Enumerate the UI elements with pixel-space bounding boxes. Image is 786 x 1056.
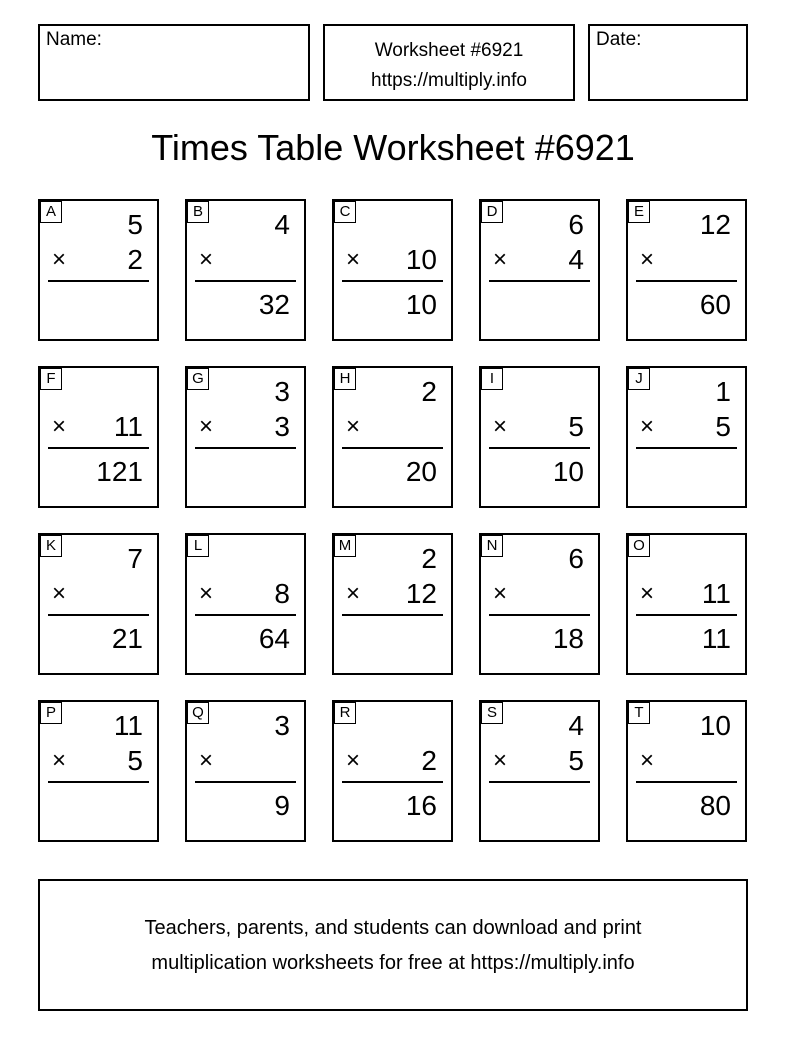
problem-top-number: 10 xyxy=(699,710,731,741)
problem-top-number: 12 xyxy=(699,209,731,240)
answer-line xyxy=(489,280,590,282)
problem-bottom-number: 12 xyxy=(405,578,437,609)
problem-card xyxy=(332,366,453,508)
worksheet-number: Worksheet #6921 xyxy=(374,40,524,61)
problem-bottom-number: 2 xyxy=(127,244,143,275)
problem-top-number: 2 xyxy=(421,543,437,574)
problem-card xyxy=(38,533,159,675)
problem-top-number: 2 xyxy=(421,376,437,407)
problem-top-number: 5 xyxy=(127,209,143,240)
problem-card xyxy=(626,533,747,675)
multiply-sign-icon: × xyxy=(493,580,508,607)
problem-card xyxy=(38,700,159,842)
problem-letter: L xyxy=(187,535,209,557)
problem-letter: P xyxy=(40,702,62,724)
multiply-sign-icon: × xyxy=(199,413,214,440)
problem-letter: I xyxy=(481,368,503,390)
problem-bottom-number: 8 xyxy=(274,578,290,609)
problem-top-number: 11 xyxy=(113,710,143,741)
problem-card xyxy=(185,199,306,341)
multiply-sign-icon: × xyxy=(493,246,508,273)
problem-bottom-number: 5 xyxy=(568,411,584,442)
multiply-sign-icon: × xyxy=(640,580,655,607)
problem-letter: J xyxy=(628,368,650,390)
problem-top-number: 4 xyxy=(274,209,290,240)
problem-letter: A xyxy=(40,201,62,223)
multiply-sign-icon: × xyxy=(493,747,508,774)
answer-line xyxy=(195,781,296,783)
problem-letter: C xyxy=(334,201,356,223)
problem-card xyxy=(332,533,453,675)
problem-top-number: 7 xyxy=(127,543,143,574)
problem-answer: 10 xyxy=(552,456,584,487)
page-title: Times Table Worksheet #6921 xyxy=(151,127,635,168)
multiply-sign-icon: × xyxy=(640,246,655,273)
problem-answer: 21 xyxy=(111,623,143,654)
footer-note xyxy=(38,879,748,1011)
problem-answer: 32 xyxy=(258,289,290,320)
problem-bottom-number: 5 xyxy=(715,411,731,442)
problem-card xyxy=(479,700,600,842)
problem-top-number: 4 xyxy=(568,710,584,741)
problem-answer: 10 xyxy=(405,289,437,320)
problem-letter: F xyxy=(40,368,62,390)
answer-line xyxy=(489,447,590,449)
problem-answer: 9 xyxy=(274,790,290,821)
problem-letter: T xyxy=(628,702,650,724)
problem-answer: 20 xyxy=(405,456,437,487)
multiply-sign-icon: × xyxy=(199,246,214,273)
multiply-sign-icon: × xyxy=(199,747,214,774)
problem-card xyxy=(185,366,306,508)
multiply-sign-icon: × xyxy=(199,580,214,607)
multiply-sign-icon: × xyxy=(52,580,67,607)
problem-card xyxy=(479,533,600,675)
problem-card xyxy=(479,199,600,341)
problem-top-number: 1 xyxy=(715,376,731,407)
problem-answer: 60 xyxy=(699,289,731,320)
multiply-sign-icon: × xyxy=(52,747,67,774)
answer-line xyxy=(636,280,737,282)
problem-letter: Q xyxy=(187,702,209,724)
problem-answer: 64 xyxy=(258,623,290,654)
answer-line xyxy=(195,280,296,282)
problem-answer: 121 xyxy=(96,456,143,487)
problem-card xyxy=(332,199,453,341)
problem-bottom-number: 11 xyxy=(113,411,143,442)
footer-line-2: multiplication worksheets for free at https://multiply.info xyxy=(151,952,635,974)
problem-letter: K xyxy=(40,535,62,557)
answer-line xyxy=(342,781,443,783)
multiply-sign-icon: × xyxy=(52,246,67,273)
answer-line xyxy=(342,614,443,616)
answer-line xyxy=(636,614,737,616)
answer-line xyxy=(48,781,149,783)
answer-line xyxy=(48,280,149,282)
problem-card xyxy=(185,700,306,842)
problem-letter: R xyxy=(334,702,356,724)
problem-answer: 80 xyxy=(699,790,731,821)
problem-top-number: 3 xyxy=(274,710,290,741)
problem-card xyxy=(626,366,747,508)
problem-top-number: 3 xyxy=(274,376,290,407)
problem-card xyxy=(38,199,159,341)
multiply-sign-icon: × xyxy=(346,580,361,607)
problem-letter: S xyxy=(481,702,503,724)
problem-bottom-number: 10 xyxy=(405,244,437,275)
problem-letter: O xyxy=(628,535,650,557)
answer-line xyxy=(48,447,149,449)
problem-answer: 18 xyxy=(552,623,584,654)
problem-bottom-number: 3 xyxy=(274,411,290,442)
answer-line xyxy=(636,781,737,783)
multiply-sign-icon: × xyxy=(640,413,655,440)
answer-line xyxy=(48,614,149,616)
answer-line xyxy=(636,447,737,449)
answer-line xyxy=(489,781,590,783)
problem-top-number: 6 xyxy=(568,209,584,240)
problem-letter: G xyxy=(187,368,209,390)
answer-line xyxy=(489,614,590,616)
problem-card xyxy=(185,533,306,675)
worksheet-info-box xyxy=(323,24,575,101)
problem-letter: D xyxy=(481,201,503,223)
multiply-sign-icon: × xyxy=(52,413,67,440)
problem-letter: E xyxy=(628,201,650,223)
multiply-sign-icon: × xyxy=(346,246,361,273)
answer-line xyxy=(342,447,443,449)
problem-letter: B xyxy=(187,201,209,223)
problem-bottom-number: 5 xyxy=(127,745,143,776)
problem-answer: 16 xyxy=(405,790,437,821)
worksheet-url: https://multiply.info xyxy=(371,70,527,91)
problem-bottom-number: 4 xyxy=(568,244,584,275)
multiply-sign-icon: × xyxy=(346,413,361,440)
answer-line xyxy=(195,447,296,449)
multiply-sign-icon: × xyxy=(493,413,508,440)
name-label: Name: xyxy=(46,29,102,50)
problem-letter: H xyxy=(334,368,356,390)
answer-line xyxy=(342,280,443,282)
problem-bottom-number: 5 xyxy=(568,745,584,776)
date-field xyxy=(588,24,748,101)
problem-bottom-number: 11 xyxy=(701,578,731,609)
problem-bottom-number: 2 xyxy=(421,745,437,776)
problem-card xyxy=(38,366,159,508)
name-field xyxy=(38,24,310,101)
multiply-sign-icon: × xyxy=(640,747,655,774)
date-label: Date: xyxy=(596,29,642,50)
problem-card xyxy=(332,700,453,842)
problem-card xyxy=(479,366,600,508)
problem-letter: M xyxy=(334,535,356,557)
problem-card xyxy=(626,700,747,842)
problem-answer: 11 xyxy=(701,623,731,654)
problem-letter: N xyxy=(481,535,503,557)
answer-line xyxy=(195,614,296,616)
problem-top-number: 6 xyxy=(568,543,584,574)
problem-card xyxy=(626,199,747,341)
footer-line-1: Teachers, parents, and students can download and print xyxy=(144,917,642,939)
multiply-sign-icon: × xyxy=(346,747,361,774)
